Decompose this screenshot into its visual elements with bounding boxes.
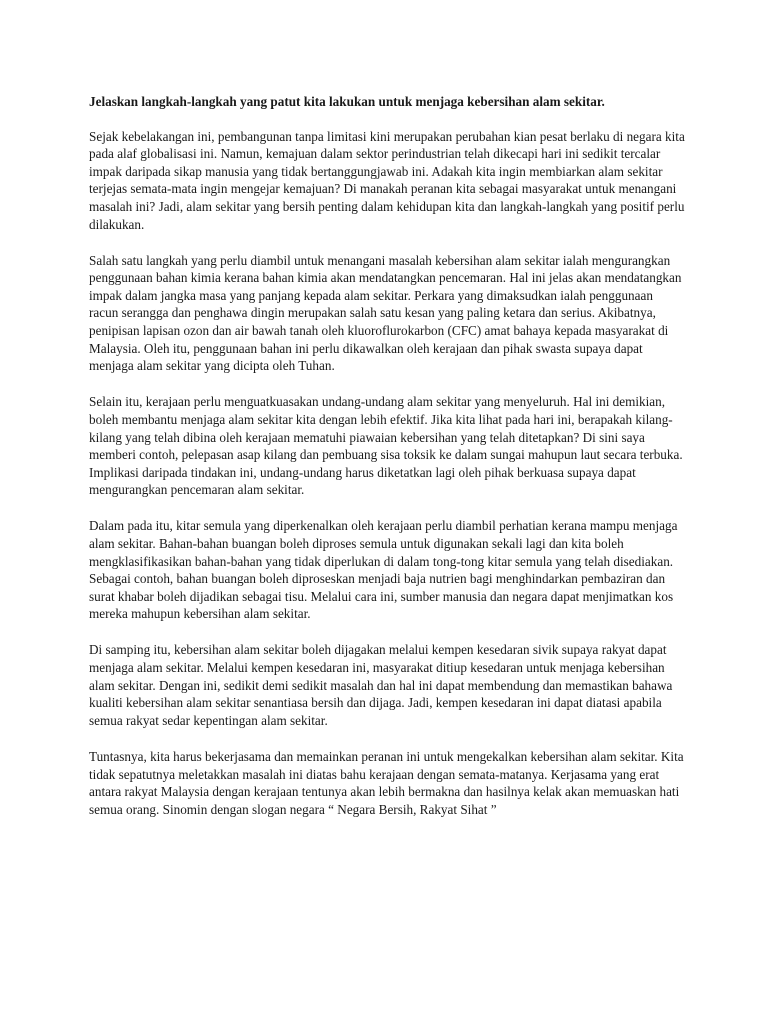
- paragraph-introduction: Sejak kebelakangan ini, pembangunan tanpa limitasi kini merupakan perubahan kian pesat berlaku di negara kita pada alaf globalisasi ini. Namun, kemajuan dalam sektor perindustrian telah dikecapi hari ini sedikit tercalar impak daripada sikap manusia yang tidak bertanggungjawab ini. Adakah kita ingin membiarkan alam sekitar terjejas semata-mata ingin mengejar kemajuan? Di manakah peranan kita sebagai masyarakat untuk menangani masalah ini? Jadi, alam sekitar yang bersih penting dalam kehidupan kita dan langkah-langkah yang positif perlu dilakukan.: [89, 128, 685, 232]
- paragraph-recycling: Dalam pada itu, kitar semula yang diperkenalkan oleh kerajaan perlu diambil perhatian kerana mampu menjaga alam sekitar. Bahan-bahan buangan boleh diproses semula untuk digunakan sekali lagi dan kita boleh mengklasifikasikan bahan-bahan yang tidak diperlukan di dalam tong-tong kitar semula yang telah disediakan. Sebagai contoh, bahan buangan boleh diproseskan menjadi baja nutrien bagi menghindarkan pembaziran dan surat khabar boleh dijadikan sebagai tisu. Melalui cara ini, sumber manusia dan negara dapat menjimatkan kos mereka mahupun kebersihan alam sekitar.: [89, 518, 678, 622]
- paragraph-conclusion: Tuntasnya, kita harus bekerjasama dan memainkan peranan ini untuk mengekalkan kebersihan alam sekitar. Kita tidak sepatutnya meletakkan masalah ini diatas bahu kerajaan dengan semata-matanya. Kerjasama yang erat antara rakyat Malaysia dengan kerajaan tentunya akan lebih bermakna dan hasilnya kelak akan memuaskan hati semua orang. Sinomin dengan slogan negara “ Negara Bersih, Rakyat Sihat ”: [89, 748, 684, 817]
- document-body: [89, 93, 685, 837]
- paragraph-awareness-campaign: Di samping itu, kebersihan alam sekitar boleh dijagakan melalui kempen kesedaran sivik supaya rakyat dapat menjaga alam sekitar. Melalui kempen kesedaran ini, masyarakat ditiup kesedaran untuk menjaga kebersihan alam sekitar. Dengan ini, sedikit demi sedikit masalah dan hal ini dapat membendung dan memastikan bahawa kualiti kebersihan alam sekitar senantiasa bersih dan dijaga. Jadi, kempen kesedaran ini dapat diatasi apabila semua rakyat sedar kepentingan alam sekitar.: [89, 642, 673, 728]
- essay-question-heading: Jelaskan langkah-langkah yang patut kita lakukan untuk menjaga kebersihan alam sekitar.: [89, 94, 605, 109]
- paragraph-environmental-law: Selain itu, kerajaan perlu menguatkuasakan undang-undang alam sekitar yang menyeluruh. Hal ini demikian, boleh membantu menjaga alam sekitar kita dengan lebih efektif. Jika kita lihat pada hari ini, berapakah kilang-kilang yang telah dibina oleh kerajaan mematuhi piawaian kebersihan yang telah ditetapkan? Di sini saya memberi contoh, pelepasan asap kilang dan pembuang sisa toksik ke dalam sungai mahupun laut secara terbuka. Implikasi daripada tindakan ini, undang-undang harus diketatkan lagi oleh pihak berkuasa supaya dapat mengurangkan pencemaran alam sekitar.: [89, 394, 683, 498]
- paragraph-chemical-usage: Salah satu langkah yang perlu diambil untuk menangani masalah kebersihan alam sekitar ialah mengurangkan penggunaan bahan kimia kerana bahan kimia akan mendatangkan pencemaran. Hal ini jelas akan mendatangkan impak dalam jangka masa yang panjang kepada alam sekitar. Perkara yang dimaksudkan ialah penggunaan racun serangga dan penghawa dingin merupakan salah satu kesan yang paling ketara dan serius. Akibatnya, penipisan lapisan ozon dan air bawah tanah oleh kluoroflurokarbon (CFC) amat bahaya kepada masyarakat di Malaysia. Oleh itu, penggunaan bahan ini perlu dikawalkan oleh kerajaan dan pihak swasta supaya dapat menjaga alam sekitar yang dicipta oleh Tuhan.: [89, 252, 682, 374]
